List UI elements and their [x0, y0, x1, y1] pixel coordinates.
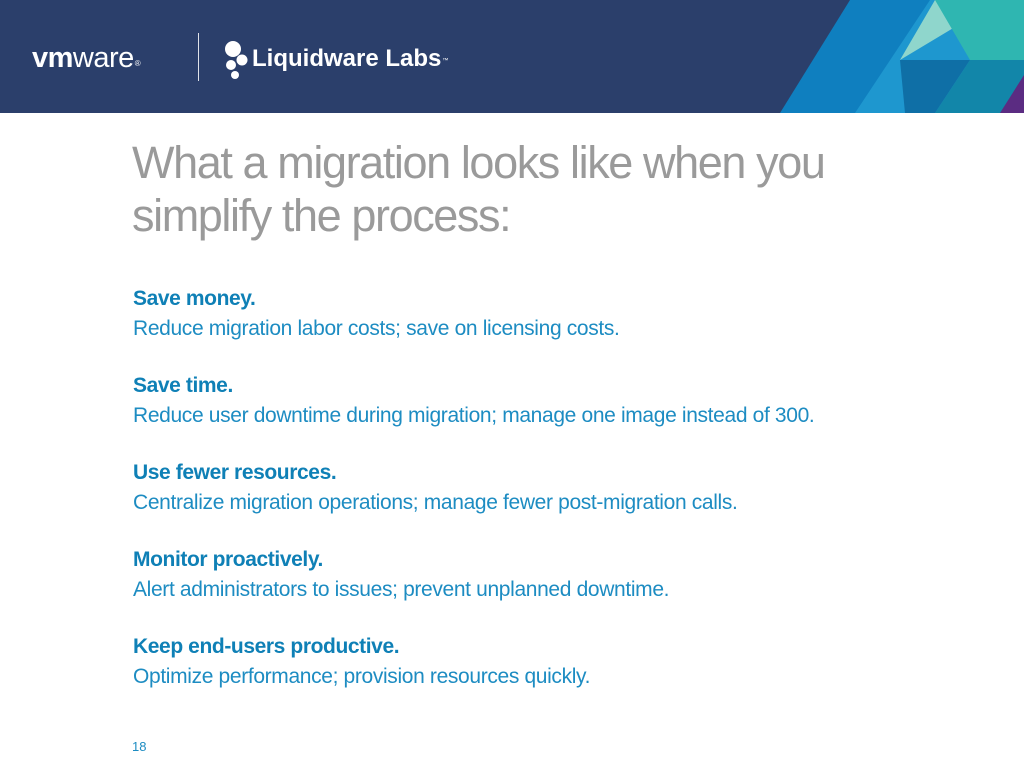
liquidware-labs-logo	[252, 44, 448, 74]
benefit-item-use-fewer-resources	[133, 458, 1013, 545]
benefit-description: Optimize performance; provision resources quickly.	[133, 665, 591, 688]
benefit-heading: Save money.	[133, 287, 256, 310]
benefit-item-monitor-proactively	[133, 545, 1013, 632]
benefit-heading: Monitor proactively.	[133, 548, 323, 571]
benefit-description: Reduce user downtime during migration; manage one image instead of 300.	[133, 404, 815, 427]
slide-title: What a migration looks like when you simplify the process:	[132, 137, 825, 241]
vmware-logo-light: ware	[72, 42, 134, 74]
trademark-mark: ™	[442, 58, 449, 64]
benefit-heading: Keep end-users productive.	[133, 635, 400, 658]
benefit-item-save-time	[133, 371, 1013, 458]
vmware-logo-bold: vm	[32, 42, 73, 74]
benefit-description: Reduce migration labor costs; save on licensing costs.	[133, 317, 620, 340]
benefit-description: Centralize migration operations; manage fewer post-migration calls.	[133, 491, 738, 514]
benefit-heading: Use fewer resources.	[133, 461, 337, 484]
geometric-banner-art	[0, 0, 1024, 113]
benefit-description: Alert administrators to issues; prevent unplanned downtime.	[133, 578, 670, 601]
header-band	[0, 0, 1024, 113]
benefit-list	[133, 284, 1013, 719]
vmware-logo	[32, 40, 140, 76]
page-number: 18	[132, 739, 147, 754]
liquidware-droplets-icon	[222, 40, 252, 80]
benefit-item-save-money	[133, 284, 1013, 371]
liquidware-labs-wordmark: Liquidware Labs	[252, 45, 442, 72]
benefit-heading: Save time.	[133, 374, 233, 397]
registered-mark: ®	[134, 59, 141, 68]
benefit-item-keep-end-users-productive	[133, 632, 1013, 719]
logo-divider	[198, 33, 199, 81]
